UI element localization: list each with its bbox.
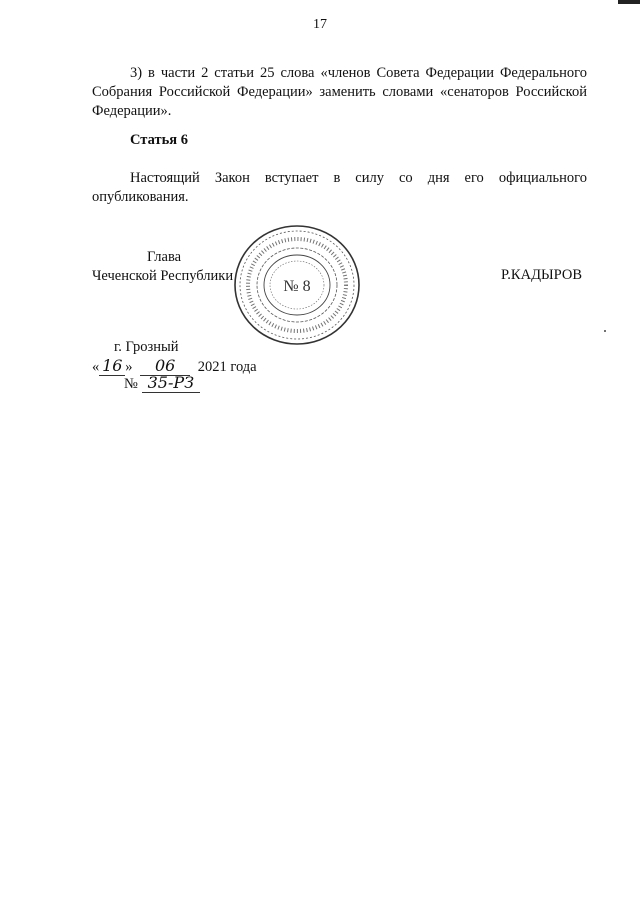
signatory-title (92, 248, 233, 286)
signatory-title-line1: Глава (147, 249, 182, 265)
signatory-name: Р.КАДЫРОВ (501, 267, 582, 283)
seal-number: № 8 (283, 278, 311, 295)
signatory-title-line2: Чеченской Республики (92, 268, 234, 284)
law-number (124, 373, 200, 393)
article-heading: Статья 6 (130, 132, 188, 148)
place-of-signing: г. Грозный (114, 339, 179, 355)
effective-date-paragraph: Настоящий Закон вступает в силу со дня его официального опубликования. (92, 170, 587, 205)
handwritten-day: 16 (99, 356, 125, 376)
official-seal-stamp (232, 223, 362, 347)
amendment-paragraph: 3) в части 2 статьи 25 слова «членов Совета Федерации Федерального Собрания Российской Федерации» заменить словами «сенаторов Российской Федерации». (92, 65, 587, 119)
corner-scan-mark (618, 0, 640, 4)
date-year: 2021 года (197, 359, 257, 375)
scan-speck (604, 330, 606, 332)
handwritten-month: 06 (140, 356, 190, 376)
date-open-quote: « (92, 359, 100, 375)
law-number-prefix: № (124, 376, 138, 392)
page-number: 17 (313, 17, 327, 32)
handwritten-law-number: 35-РЗ (142, 373, 200, 393)
date-close-quote: » (125, 359, 133, 375)
